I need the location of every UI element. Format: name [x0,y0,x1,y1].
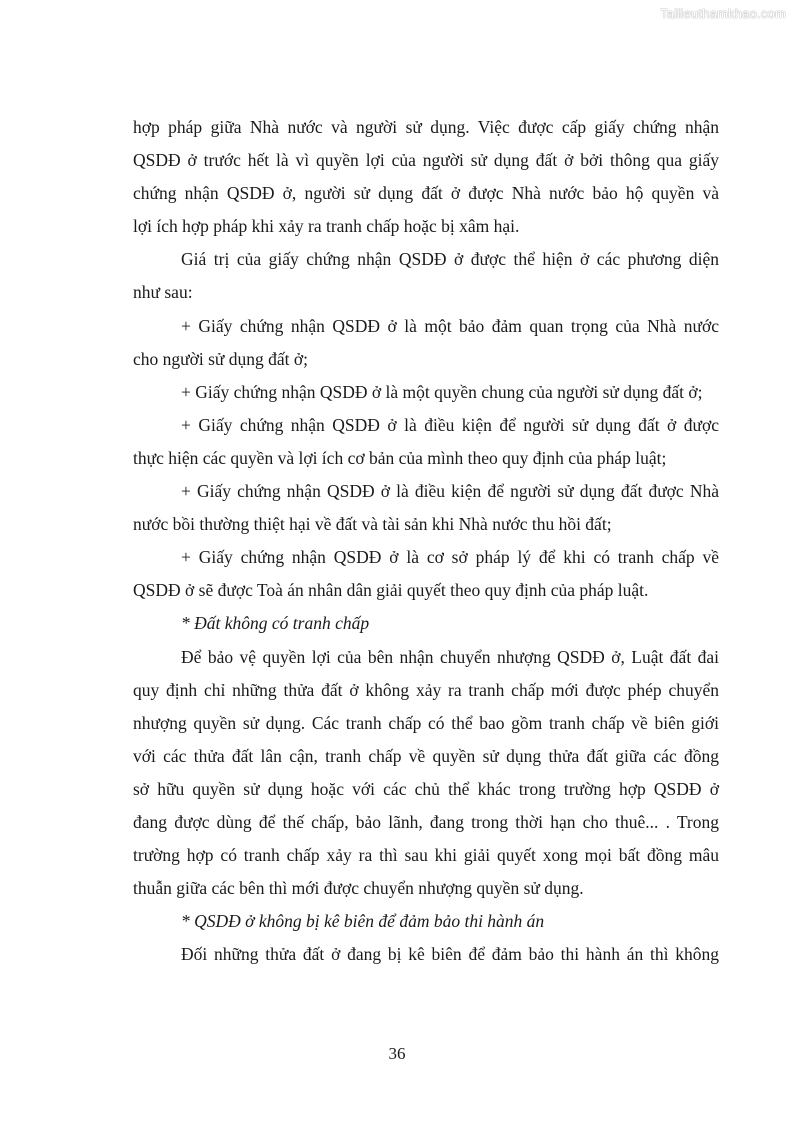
watermark-text: Tailieuthamkhao.com [660,6,786,21]
text-line: + Giấy chứng nhận QSDĐ ở là điều kiện để người sử dụng đất ở được [181,414,719,435]
text-line: + Giấy chứng nhận QSDĐ ở là một bảo đảm quan trọng của Nhà nước [181,315,719,336]
text-line: hợp pháp giữa Nhà nước và người sử dụng. Việc được cấp giấy chứng nhận [133,117,719,137]
text-line: Đối những thửa đất ở đang bị kê biên để đảm bảo thi hành án thì không [181,944,719,965]
text-line: + Giấy chứng nhận QSDĐ ở là cơ sở pháp lý để khi có tranh chấp về [181,547,719,568]
page-number: 36 [388,1044,406,1063]
text-line: trường hợp có tranh chấp xảy ra thì sau khi giải quyết xong mọi bất đồng mâu [133,845,719,866]
text-line: như sau: [133,282,193,303]
text-line: lợi ích hợp pháp khi xảy ra tranh chấp hoặc bị xâm hại. [133,216,520,237]
text-line: cho người sử dụng đất ở; [133,348,309,369]
text-line: quy định chỉ những thửa đất ở không xảy ra tranh chấp mới được phép chuyển [133,679,719,700]
text-line: với các thửa đất lân cận, tranh chấp về quyền sử dụng thửa đất giữa các đồng [133,745,719,766]
text-line: Giá trị của giấy chứng nhận QSDĐ ở được thể hiện ở các phương diện [181,249,719,270]
text-line: đang được dùng để thế chấp, bảo lãnh, đang trong thời hạn cho thuê... . Trong [133,811,719,832]
text-line: + Giấy chứng nhận QSDĐ ở là một quyền chung của người sử dụng đất ở; [181,381,703,402]
text-line: Để bảo vệ quyền lợi của bên nhận chuyển nhượng QSDĐ ở, Luật đất đai [181,646,719,667]
document-body [133,111,719,971]
section-heading-line: * Đất không có tranh chấp [181,613,370,634]
text-line: thực hiện các quyền và lợi ích cơ bản của mình theo quy định của pháp luật; [133,447,667,468]
text-line: chứng nhận QSDĐ ở, người sử dụng đất ở được Nhà nước bảo hộ quyền và [133,183,719,204]
text-line: + Giấy chứng nhận QSDĐ ở là điều kiện để người sử dụng đất được Nhà [181,481,719,502]
text-line: QSDĐ ở sẽ được Toà án nhân dân giải quyết theo quy định của pháp luật. [133,580,649,601]
text-line: thuẫn giữa các bên thì mới được chuyển nhượng quyền sử dụng. [133,878,584,899]
text-line: QSDĐ ở trước hết là vì quyền lợi của người sử dụng đất ở bởi thông qua giấy [133,150,719,171]
text-line: nhượng quyền sử dụng. Các tranh chấp có thể bao gồm tranh chấp về biên giới [133,712,719,733]
text-line: nước bồi thường thiệt hại về đất và tài sản khi Nhà nước thu hồi đất; [133,514,612,535]
text-line: sở hữu quyền sử dụng hoặc với các chủ thể khác trong trường hợp QSDĐ ở [133,778,719,799]
section-heading-line: * QSDĐ ở không bị kê biên để đảm bảo thi hành án [181,911,545,932]
